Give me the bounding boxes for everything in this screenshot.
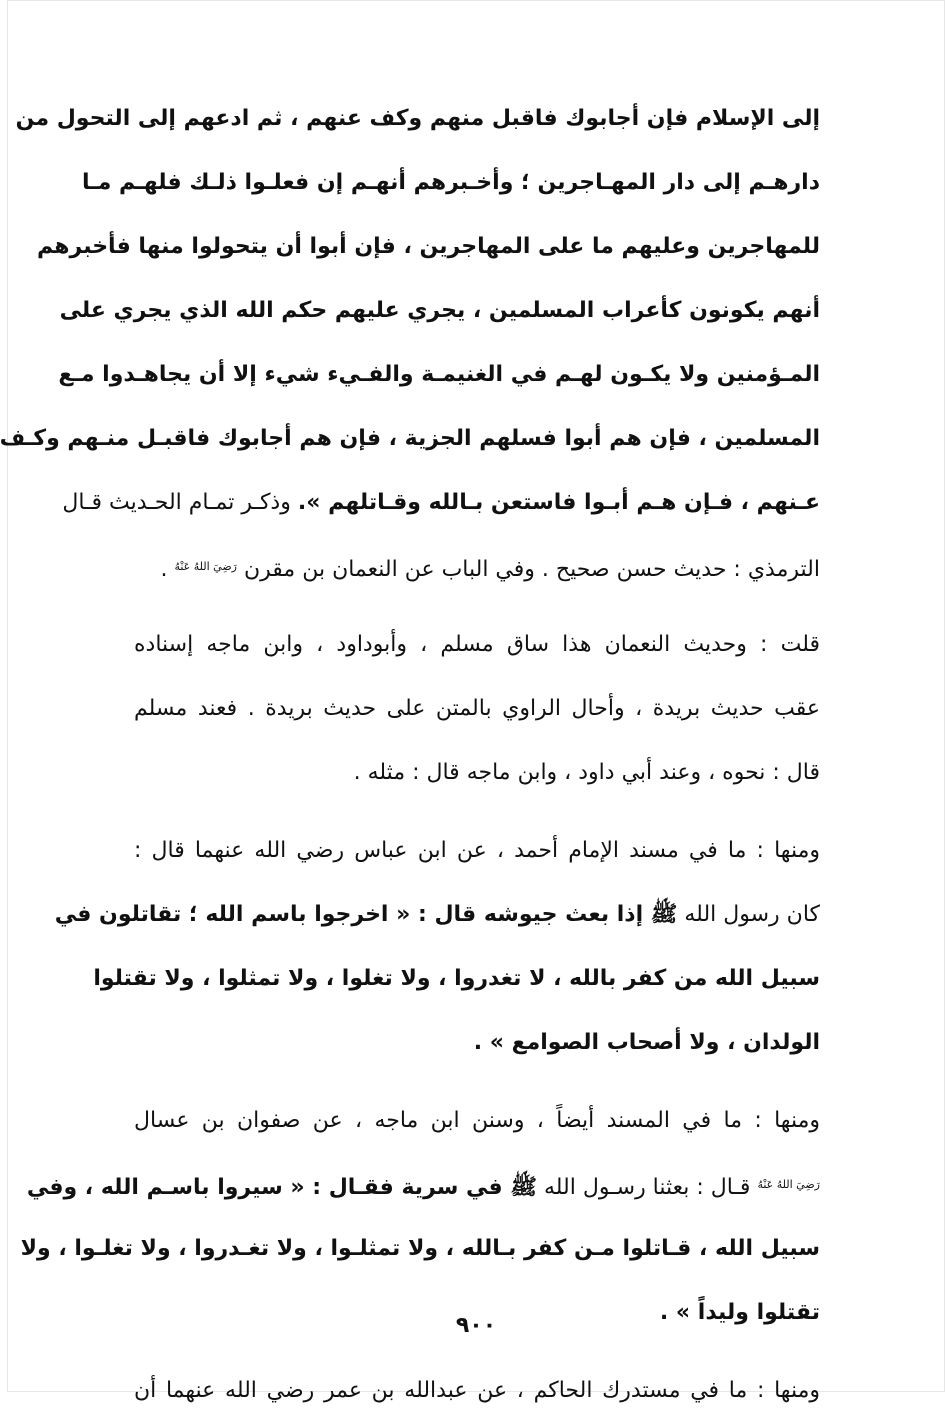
page-number: ٩٠٠ — [455, 1313, 497, 1338]
narration-intro-text: قـال : بعثنا رسـول الله — [543, 1175, 758, 1200]
text-line: ومنها : ما في مستدرك الحاكم ، عن عبدالله بن عمر رضي الله عنهما أن — [134, 1378, 820, 1403]
honorific-salla-glyph: ﷺ — [510, 1175, 537, 1200]
honorific-radiya-glyph: رَضِيَ اللهُ عَنْهُ — [174, 560, 237, 573]
text-line — [62, 471, 820, 535]
text-line: دارهـم إلى دار المهـاجرين ؛ وأخـبرهم أنهـم إن فعلـوا ذلـك فلهـم مـا — [81, 170, 820, 195]
hadith-text: في سرية فقـال : « سيروا باسـم الله ، وفي — [26, 1175, 511, 1200]
commentary-text: . — [160, 557, 175, 582]
paragraph-gap — [134, 805, 820, 819]
text-line: الولدان ، ولا أصحاب الصوامع » . — [473, 1030, 820, 1055]
hadith-text: إذا بعث جيوشه قال : « اخرجوا باسم الله ؛ تقاتلون في — [54, 902, 651, 927]
commentary-text: الترمذي : حديث حسن صحيح . وفي الباب عن النعمان بن مقرن — [244, 557, 820, 582]
text-line: أنهم يكونون كأعراب المسلمين ، يجري عليهم حكم الله الذي يجري على — [59, 298, 820, 323]
paragraph-gap — [134, 599, 820, 613]
text-line — [54, 883, 820, 947]
text-line: عقب حديث بريدة ، وأحال الراوي بالمتن على حديث بريدة . فعند مسلم — [134, 696, 820, 721]
text-line: قال : نحوه ، وعند أبي داود ، وابن ماجه قال : مثله . — [353, 760, 820, 785]
page-body — [0, 87, 820, 1423]
text-line: للمهاجرين وعليهم ما على المهاجرين ، فإن أبوا أن يتحولوا منها فأخبرهم — [37, 234, 820, 259]
text-line: المسلمين ، فإن هم أبوا فسلهم الجزية ، فإن هم أجابوك فاقبـل منـهم وكـف — [0, 426, 820, 451]
text-line: ومنها : ما في المسند أيضاً ، وسنن ابن ماجه ، عن صفوان بن عسال — [134, 1108, 820, 1133]
text-line: تقتلوا وليداً » . — [659, 1300, 820, 1325]
honorific-salla-glyph: ﷺ — [650, 902, 678, 927]
text-line: قلت : وحديث النعمان هذا ساق مسلم ، وأبوداود ، وابن ماجه إسناده — [134, 632, 820, 657]
text-line — [26, 1153, 820, 1217]
narration-intro-text: كان رسول الله — [684, 902, 820, 927]
text-line: ومنها : ما في مسند الإمام أحمد ، عن ابن عباس رضي الله عنهما قال : — [134, 838, 820, 863]
text-line: سبيل الله ، قـاتلوا مـن كفر بـالله ، ولا تمثلـوا ، ولا تغـدروا ، ولا تغلـوا ، ولا — [20, 1236, 820, 1261]
paragraph-gap — [134, 1075, 820, 1089]
text-line: سبيل الله من كفر بالله ، لا تغدروا ، ولا تغلوا ، ولا تمثلوا ، ولا تقتلوا — [93, 966, 820, 991]
honorific-radiya-glyph: رَضِيَ اللهُ عَنْهُ — [757, 1178, 820, 1191]
text-line: إلى الإسلام فإن أجابوك فاقبل منهم وكف عنهم ، ثم ادعهم إلى التحول من — [15, 106, 820, 131]
commentary-text: وذكـر تمـام الحـديث قـال — [62, 490, 298, 515]
text-line — [134, 535, 820, 599]
paragraph-gap — [134, 1345, 820, 1359]
hadith-end-text: عـنهم ، فـإن هـم أبـوا فاستعن بـالله وقـاتلهم ». — [297, 490, 820, 515]
text-line: المـؤمنين ولا يكـون لهـم في الغنيمـة والفـيء شيء إلا أن يجاهـدوا مـع — [58, 362, 820, 387]
